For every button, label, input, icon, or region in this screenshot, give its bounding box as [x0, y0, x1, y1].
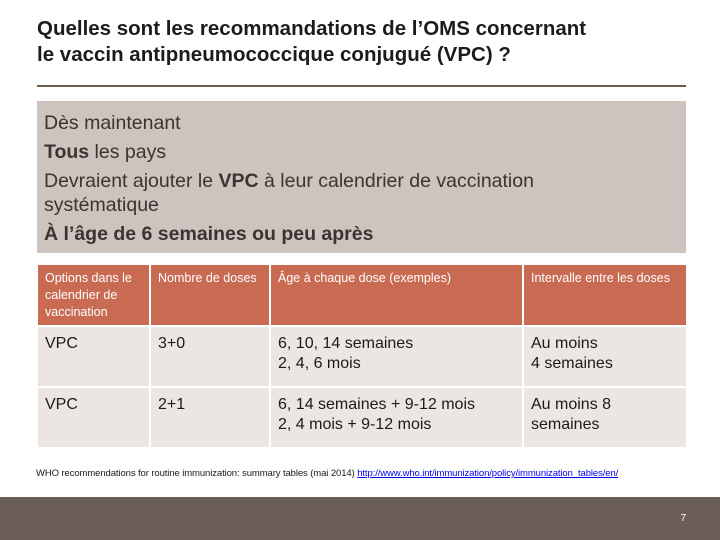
title-divider	[37, 85, 686, 87]
recommendation-line-4: systématique	[44, 194, 159, 216]
page-number: 7	[680, 513, 686, 524]
cell-interval	[523, 326, 687, 387]
source-text: WHO recommendations for routine immunization: summary tables (mai 2014)	[36, 468, 358, 479]
recommendation-line-5	[44, 223, 373, 245]
cell-interval	[523, 387, 687, 448]
recommendation-bold-vpc: VPC	[218, 170, 259, 192]
recommendation-text: Devraient ajouter le	[44, 170, 219, 192]
source-link[interactable]: http://www.who.int/immunization/policy/immunization_tables/en/	[357, 468, 619, 479]
header-cell-doses: Nombre de doses	[150, 264, 270, 326]
header-cell-options: Options dans le calendrier de vaccination	[37, 264, 150, 326]
cell-interval-line: semaines	[531, 416, 600, 433]
recommendation-box	[37, 101, 686, 253]
recommendation-bold-all: Tous	[44, 141, 90, 163]
footer-bar	[0, 497, 720, 540]
cell-age-line: 2, 4, 6 mois	[278, 355, 361, 372]
cell-age	[270, 326, 523, 387]
cell-age-line: 2, 4 mois + 9-12 mois	[278, 416, 432, 433]
table-row	[37, 387, 687, 448]
title-line-1: Quelles sont les recommandations de l’OMS concernant	[37, 17, 587, 40]
cell-age-line: 6, 10, 14 semaines	[278, 335, 414, 352]
title-line-2: le vaccin antipneumococcique conjugué (VPC) ?	[37, 43, 511, 66]
recommendation-line-3	[44, 170, 534, 192]
source-citation	[36, 468, 618, 479]
cell-age	[270, 387, 523, 448]
cell-age-line: 6, 14 semaines + 9-12 mois	[278, 396, 475, 413]
recommendation-text: à leur calendrier de vaccination	[258, 170, 534, 192]
cell-interval-line: Au moins 8	[531, 396, 612, 413]
cell-doses: 3+0	[150, 326, 270, 387]
table-header-row	[37, 264, 687, 326]
cell-option: VPC	[37, 387, 150, 448]
slide-title	[37, 16, 697, 68]
cell-option: VPC	[37, 326, 150, 387]
header-cell-age: Âge à chaque dose (exemples)	[270, 264, 523, 326]
recommendation-line-2	[44, 141, 166, 163]
schedule-table	[36, 263, 688, 449]
cell-doses: 2+1	[150, 387, 270, 448]
cell-interval-line: Au moins	[531, 335, 598, 352]
header-cell-interval: Intervalle entre les doses	[523, 264, 687, 326]
recommendation-bold-age: À l’âge de 6 semaines ou peu après	[44, 223, 374, 245]
cell-interval-line: 4 semaines	[531, 355, 613, 372]
recommendation-text: les pays	[89, 141, 167, 163]
recommendation-line-1: Dès maintenant	[44, 112, 181, 134]
table-row	[37, 326, 687, 387]
